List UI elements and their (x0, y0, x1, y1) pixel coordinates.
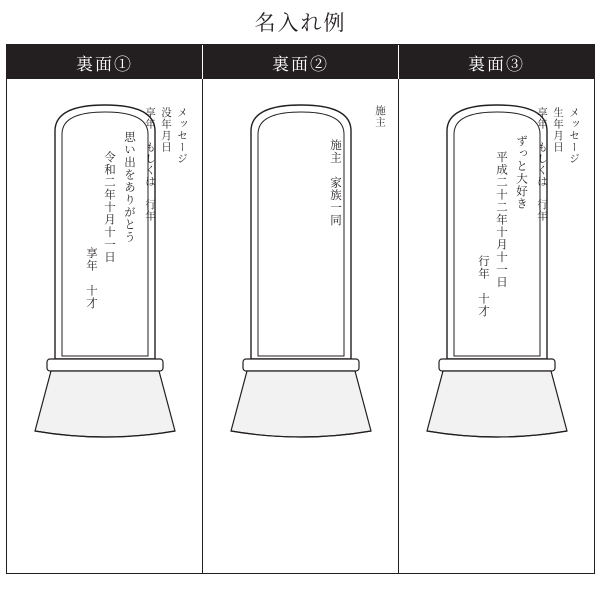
sample-text-line: 令和二年十月十一日 (103, 151, 115, 264)
examples-table (6, 44, 595, 574)
example-cell-2 (203, 79, 399, 573)
annotation-line: 生年月日 (552, 107, 563, 153)
sample-text-line: 行年 十才 (477, 255, 489, 318)
example-cell-3 (399, 79, 594, 573)
column-header-2: 裏面② (203, 45, 399, 79)
sample-text-line: ずっと大好き (515, 135, 527, 210)
sample-text-line: 平成二十二年十月十一日 (495, 151, 507, 289)
annotation-line: メッセージ (568, 107, 579, 165)
annotation-line: 没年月日 (160, 107, 171, 153)
memorial-tablet-icon (221, 91, 381, 441)
column-header-1: 裏面① (7, 45, 203, 79)
annotation-line: 享年 もしくは 行年 (536, 107, 547, 222)
sample-text-line: 施主 家族一同 (329, 139, 341, 227)
annotation-line: メッセージ (176, 107, 187, 165)
example-cell-1 (7, 79, 203, 573)
sample-text-line: 思い出をありがとう (123, 131, 135, 244)
page-title: 名入れ例 (254, 11, 347, 35)
annotation-line: 施主 (374, 105, 385, 128)
column-header-3: 裏面③ (468, 54, 525, 74)
annotation-line: 享年 もしくは 行年 (144, 107, 155, 222)
sample-text-line: 享年 十才 (85, 247, 97, 310)
table-body-row (7, 79, 594, 573)
table-header-row (7, 45, 594, 79)
